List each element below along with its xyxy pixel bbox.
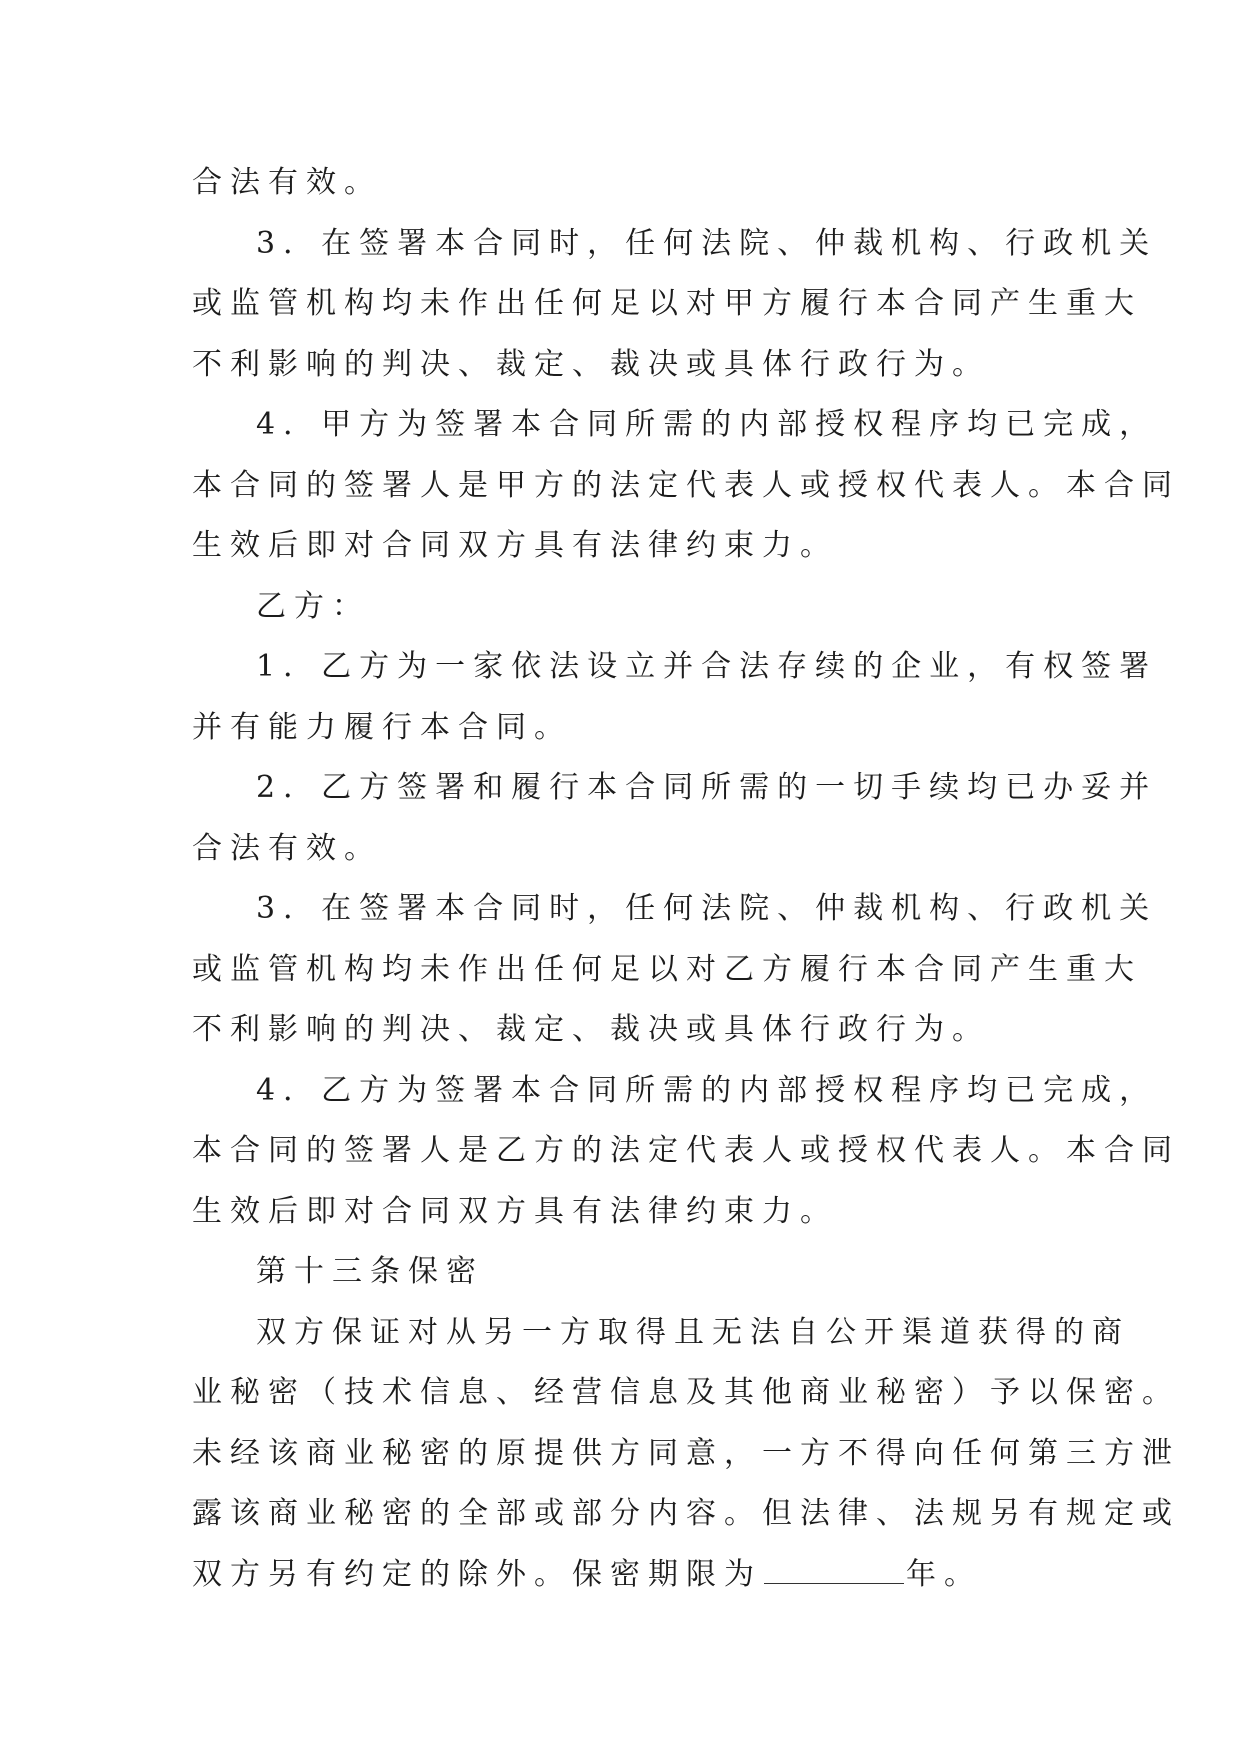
text-line: 3．在签署本合同时，任何法院、仲裁机构、行政机关	[256, 225, 1158, 261]
text-line: 或监管机构均未作出任何足以对乙方履行本合同产生重大	[192, 951, 1142, 987]
last-line-after-blank: 年。	[906, 1556, 982, 1592]
text-line: 2．乙方签署和履行本合同所需的一切手续均已办妥并	[256, 770, 1158, 805]
text-line: 生效后即对合同双方具有法律约束力。	[192, 1193, 838, 1229]
text-line: 合法有效。	[192, 165, 382, 200]
text-line: 3．在签署本合同时，任何法院、仲裁机构、行政机关	[256, 891, 1158, 926]
text-line: 并有能力履行本合同。	[192, 709, 572, 745]
text-line: 不利影响的判决、裁定、裁决或具体行政行为。	[192, 1012, 990, 1047]
text-line: 业秘密（技术信息、经营信息及其他商业秘密）予以保密。	[192, 1375, 1180, 1410]
article-13-heading: 第十三条保密	[256, 1254, 484, 1289]
text-line: 合法有效。	[192, 830, 382, 866]
text-line: 双方保证对从另一方取得且无法自公开渠道获得的商	[256, 1314, 1130, 1350]
text-line: 1．乙方为一家依法设立并合法存续的企业，有权签署	[256, 649, 1158, 684]
text-line: 4．乙方为签署本合同所需的内部授权程序均已完成，	[256, 1072, 1158, 1108]
party-b-heading: 乙方：	[256, 588, 370, 624]
text-line-last	[192, 1545, 1072, 1606]
text-line: 生效后即对合同双方具有法律约束力。	[192, 528, 838, 563]
text-line: 4．甲方为签署本合同所需的内部授权程序均已完成，	[256, 407, 1158, 442]
text-line: 或监管机构均未作出任何足以对甲方履行本合同产生重大	[192, 286, 1142, 321]
contract-text	[192, 153, 1180, 1605]
last-line-before-blank: 双方另有约定的除外。保密期限为	[192, 1556, 762, 1592]
text-line: 本合同的签署人是乙方的法定代表人或授权代表人。本合同	[192, 1133, 1180, 1168]
confidentiality-period-blank	[764, 1551, 904, 1584]
text-line: 未经该商业秘密的原提供方同意，一方不得向任何第三方泄	[192, 1435, 1180, 1471]
text-line: 本合同的签署人是甲方的法定代表人或授权代表人。本合同	[192, 467, 1180, 503]
text-line: 露该商业秘密的全部或部分内容。但法律、法规另有规定或	[192, 1496, 1180, 1531]
text-line: 不利影响的判决、裁定、裁决或具体行政行为。	[192, 346, 990, 382]
